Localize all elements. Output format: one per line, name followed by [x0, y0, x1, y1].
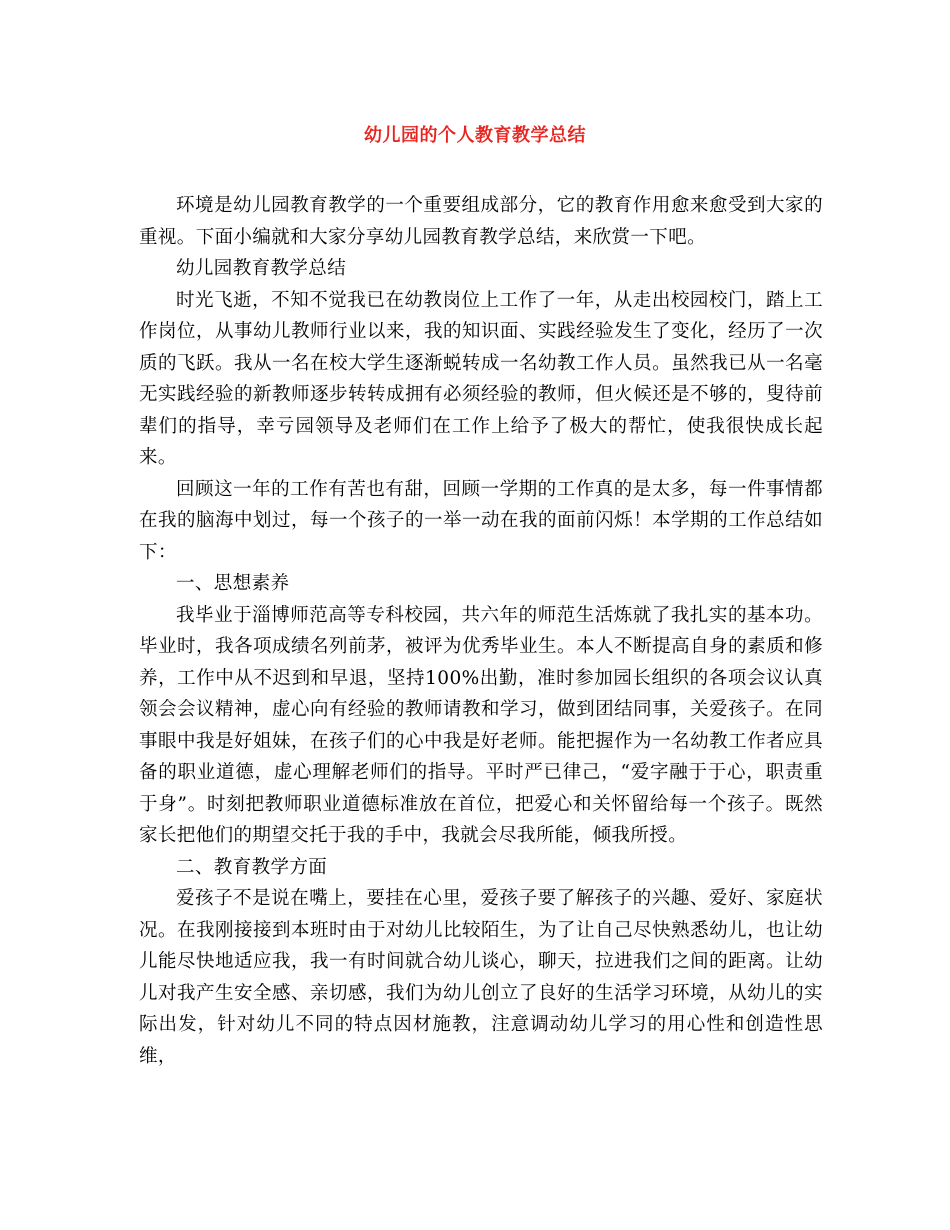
paragraph-subtitle: 幼儿园教育教学总结: [176, 258, 347, 279]
paragraph-review: 回顾这一年的工作有苦也有甜，回顾一学期的工作真的是太多，每一件事情都在我的脑海中划过，每一个孩子的一举一动在我的面前闪烁！本学期的工作总结如下：: [139, 478, 823, 563]
document-body: [139, 190, 823, 1072]
paragraph-ideology: 我毕业于淄博师范高等专科校园，共六年的师范生活炼就了我扎实的基本功。毕业时，我各项成绩名列前茅，被评为优秀毕业生。本人不断提高自身的素质和修养，工作中从不迟到和早退，坚持100%出勤，准时参加园长组织的各项会议认真领会会议精神，虚心向有经验的教师请教和学习，做到团结同事，关爱孩子。在同事眼中我是好姐妹，在孩子们的心中我是好老师。能把握作为一名幼教工作者应具备的职业道德，虚心理解老师们的指导。平时严已律己，“爱字融于于心，职责重于身”。时刻把教师职业道德标准放在首位，把爱心和关怀留给每一个孩子。既然家长把他们的期望交托于我的手中，我就会尽我所能，倾我所授。: [139, 604, 823, 846]
paragraph-reflection: 时光飞逝，不知不觉我已在幼教岗位上工作了一年，从走出校园校门，踏上工作岗位，从事幼儿教师行业以来，我的知识面、实践经验发生了变化，经历了一次质的飞跃。我从一名在校大学生逐渐蜕转成一名幼教工作人员。虽然我已从一名毫无实践经验的新教师逐步转转成拥有必须经验的教师，但火候还是不够的，叟待前辈们的指导，幸亏园领导及老师们在工作上给予了极大的帮忙，使我很快成长起来。: [139, 289, 823, 468]
section-heading-teaching: 二、教育教学方面: [176, 856, 328, 878]
section-heading-ideology: 一、思想素养: [176, 573, 290, 594]
paragraph-intro: 环境是幼儿园教育教学的一个重要组成部分，它的教育作用愈来愈受到大家的重视。下面小编就和大家分享幼儿园教育教学总结，来欣赏一下吧。: [139, 195, 823, 248]
document-title: 幼儿园的个人教育教学总结: [364, 125, 586, 146]
paragraph-teaching: 爱孩子不是说在嘴上，要挂在心里，爱孩子要了解孩子的兴趣、爱好、家庭状况。在我刚接接到本班时由于对幼儿比较陌生，为了让自己尽快熟悉幼儿，也让幼儿能尽快地适应我，我一有时间就合幼儿谈心，聊天，拉进我们之间的距离。让幼儿对我产生安全感、亲切感，我们为幼儿创立了良好的生活学习环境，从幼儿的实际出发，针对幼儿不同的特点因材施教，注意调动幼儿学习的用心性和创造性思维，: [139, 888, 823, 1067]
